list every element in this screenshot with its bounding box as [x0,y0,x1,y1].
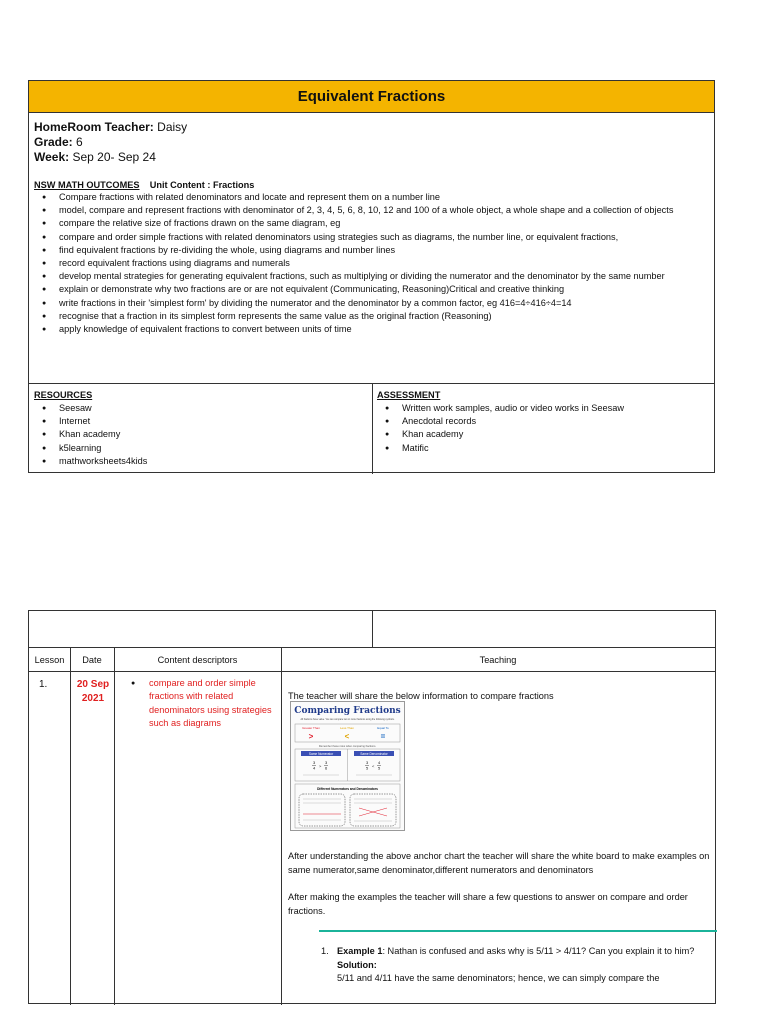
lesson-number: 1. [39,679,48,690]
resources-heading: RESOURCES [34,390,93,400]
list-item: ● compare the relative size of fractions drawn on the same diagram, eg [34,217,709,230]
outcomes-title: NSW MATH OUTCOMES [34,180,140,190]
list-item: ● model, compare and represent fractions with denominator of 2, 3, 4, 5, 6, 8, 10, 12 and 100 of a whole object, a whole shape and a collection of objects [34,204,709,217]
page-title: Equivalent Fractions [29,81,714,113]
header-content: Content descriptors [157,655,238,665]
divider [114,647,115,1005]
content-descriptor [123,677,279,731]
svg-text:5: 5 [378,765,381,771]
lessons-table [28,610,716,1004]
grade-label: Grade: [34,135,73,149]
header-date: Date [82,655,102,665]
grade-line [34,135,187,150]
list-item: ● Khan academy [34,428,364,441]
anchor-intro: All fractions have value. You can compare two or more fractions using the following symbols. [300,719,395,721]
same-numerator-label: Same Numerator [308,752,334,756]
svg-text:4: 4 [378,760,381,765]
header-lesson: Lesson [34,655,65,665]
list-item: ● compare and order simple fractions with related denominators using strategies such as diagrams, the number line, or equivalent fractions, [34,231,709,244]
header-teaching: Teaching [479,655,517,665]
different-label: Different Numerators and Denominators [317,787,378,791]
anchor-chart-image [290,701,405,831]
resources-section [34,389,364,468]
assessment-heading: ASSESSMENT [377,390,441,400]
svg-text:5: 5 [366,765,369,771]
list-item: ● develop mental strategies for generating equivalent fractions, such as multiplying or dividing the numerator and the denominator by the same number [34,270,709,283]
list-item: ● compare and order simple fractions with related denominators using strategies such as diagrams [123,677,279,731]
example-question [337,945,711,959]
list-item: ● write fractions in their 'simplest form' by dividing the numerator and the denominator by a common factor, eg 416=4÷416÷4=14 [34,297,709,310]
svg-text:6: 6 [325,765,328,771]
unit-content: Unit Content : Fractions [149,180,255,190]
solution-label: Solution: [337,959,377,970]
outcomes-heading [34,179,709,191]
list-item: ● recognise that a fraction in its simplest form represents the same value as the original fraction (Reasoning) [34,310,709,323]
list-item: ● explain or demonstrate why two fractions are or are not equivalent (Communicating, Reasoning)Critical and creative thinking [34,283,709,296]
anchor-title: Comparing Fractions [294,706,401,716]
resources-list [34,402,364,468]
teacher-line [34,120,187,135]
svg-text:<: < [372,763,375,769]
teaching-intro: The teacher will share the below information to compare fractions [288,691,554,701]
plan-table [28,80,715,473]
lesson-date [73,678,113,706]
solution-text: 5/11 and 4/11 have the same denominators; hence, we can simply compare the [337,973,660,983]
list-item: ● Internet [34,415,364,428]
list-item: ● Anecdotal records [377,415,712,428]
example-text: : Nathan is confused and asks why is 5/11 > 4/11? Can you explain it to him? [382,946,695,956]
teacher-label: HomeRoom Teacher: [34,120,154,134]
week-label: Week: [34,150,70,164]
equal-symbol: = [380,732,386,741]
equal-label: Equal To [377,726,389,730]
list-item: ● Khan academy [377,428,712,441]
list-item: ● mathworksheets4kids [34,455,364,468]
example-label: Example 1 [337,946,383,956]
list-item: ● Matific [377,442,712,455]
divider [319,930,717,932]
teacher-value: Daisy [157,120,188,134]
example-item [321,945,711,986]
list-item: ● Compare fractions with related denominators and locate and represent them on a number line [34,191,709,204]
list-item: ● find equivalent fractions by re-dividing the whole, using diagrams and number lines [34,244,709,257]
list-item: ● record equivalent fractions using diagrams and numerals [34,257,709,270]
greater-symbol: > [308,732,314,741]
svg-text:>: > [319,763,322,769]
less-label: Less Than [340,726,354,730]
week-value: Sep 20- Sep 24 [72,150,156,164]
remember-text: Remember these rules when comparing fractions. [318,745,377,748]
plan-info [34,120,187,165]
svg-text:3: 3 [313,760,316,765]
assessment-list [377,402,712,455]
svg-text:3: 3 [325,760,328,765]
teaching-paragraph: After understanding the above anchor chart the teacher will share the white board to make examples on same numerator,same denominator,different numerators and denominators [288,851,710,875]
list-item: ● Written work samples, audio or video works in Seesaw [377,402,712,415]
svg-text:3: 3 [366,760,369,765]
divider [70,647,71,1005]
assessment-section [377,389,712,455]
date-year: 2021 [81,693,105,704]
svg-text:4: 4 [313,765,316,771]
grade-value: 6 [76,135,83,149]
list-item: ● k5learning [34,442,364,455]
week-line [34,150,187,165]
teaching-paragraph: After making the examples the teacher will share a few questions to answer on compare and order fractions. [288,892,688,916]
fraction-example-icon [312,760,381,771]
less-symbol: < [344,732,350,741]
outcomes-section [34,179,709,336]
same-denominator-label: Same Denominator [360,752,388,756]
list-item: ● Seesaw [34,402,364,415]
divider [372,383,373,474]
date-day: 20 Sep [76,679,110,690]
divider [372,611,373,647]
greater-label: Greater Than [302,726,320,730]
example-number: 1. [321,946,329,956]
outcomes-list [34,191,709,336]
divider [281,647,282,1005]
list-item: ● apply knowledge of equivalent fractions to convert between units of time [34,323,709,336]
